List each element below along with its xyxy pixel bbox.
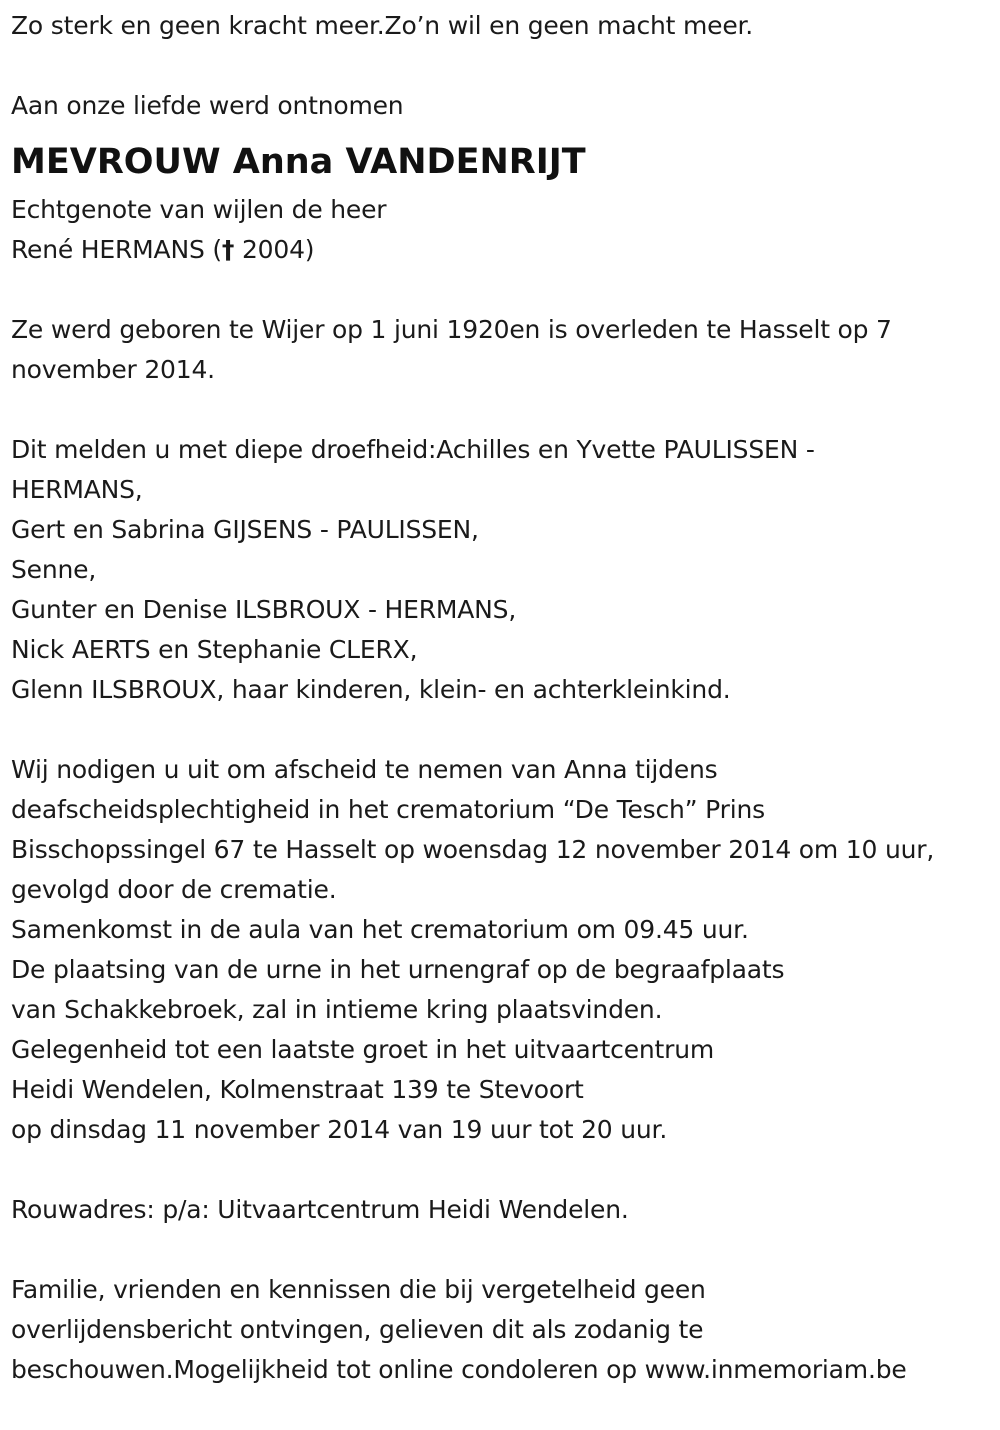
cross-icon: † [221,235,235,264]
spacer [11,710,996,750]
closing-section [11,1270,996,1390]
spouse-death-year: 2004) [234,235,315,264]
mourning-address: Rouwadres: p/a: Uitvaartcentrum Heidi Wendelen. [11,1195,629,1224]
opening-quote: Zo sterk en geen kracht meer.Zo’n wil en geen macht meer. [11,11,754,40]
family-line: Gunter en Denise ILSBROUX - HERMANS, [11,595,517,624]
family-section [11,430,996,710]
ceremony-line: Samenkomst in de aula van het crematorium om 09.45 uur. [11,915,749,944]
spacer [11,270,996,310]
spouse-name-line [11,230,996,270]
ceremony-section [11,750,996,1150]
ceremony-line: Bisschopssingel 67 te Hasselt op woensdag 12 november 2014 om 10 uur, [11,835,935,864]
ceremony-line: van Schakkebroek, zal in intieme kring plaatsvinden. [11,995,663,1024]
family-line: Nick AERTS en Stephanie CLERX, [11,635,418,664]
family-line: Senne, [11,555,97,584]
spacer [11,46,996,86]
ceremony-line: deafscheidsplechtigheid in het crematorium “De Tesch” Prins [11,795,765,824]
birth-death-line: Ze werd geboren te Wijer op 1 juni 1920en is overleden te Hasselt op 7 [11,315,892,344]
ceremony-line: Gelegenheid tot een laatste groet in het uitvaartcentrum [11,1035,714,1064]
spacer [11,1150,996,1190]
spouse-name: René HERMANS ( [11,235,222,264]
spacer [11,1230,996,1270]
deceased-name: MEVROUW Anna VANDENRIJT [11,142,586,182]
birth-death-line: november 2014. [11,355,215,384]
ceremony-line: De plaatsing van de urne in het urnengraf op de begraafplaats [11,955,785,984]
family-line: HERMANS, [11,475,143,504]
ceremony-line: op dinsdag 11 november 2014 van 19 uur tot 20 uur. [11,1115,668,1144]
opening-lead: Aan onze liefde werd ontnomen [11,91,404,120]
ceremony-line: gevolgd door de crematie. [11,875,337,904]
closing-line: beschouwen.Mogelijkheid tot online condoleren op www.inmemoriam.be [11,1355,907,1384]
obituary-document [11,0,996,1390]
closing-line: Familie, vrienden en kennissen die bij vergetelheid geen [11,1275,706,1304]
closing-line: overlijdensbericht ontvingen, gelieven dit als zodanig te [11,1315,704,1344]
family-line: Gert en Sabrina GIJSENS - PAULISSEN, [11,515,479,544]
family-line: Glenn ILSBROUX, haar kinderen, klein- en achterkleinkind. [11,675,731,704]
spacer [11,390,996,430]
family-line: Dit melden u met diepe droefheid:Achilles en Yvette PAULISSEN - [11,435,815,464]
spouse-line: Echtgenote van wijlen de heer [11,195,387,224]
ceremony-line: Heidi Wendelen, Kolmenstraat 139 te Stevoort [11,1075,584,1104]
ceremony-line: Wij nodigen u uit om afscheid te nemen van Anna tijdens [11,755,718,784]
